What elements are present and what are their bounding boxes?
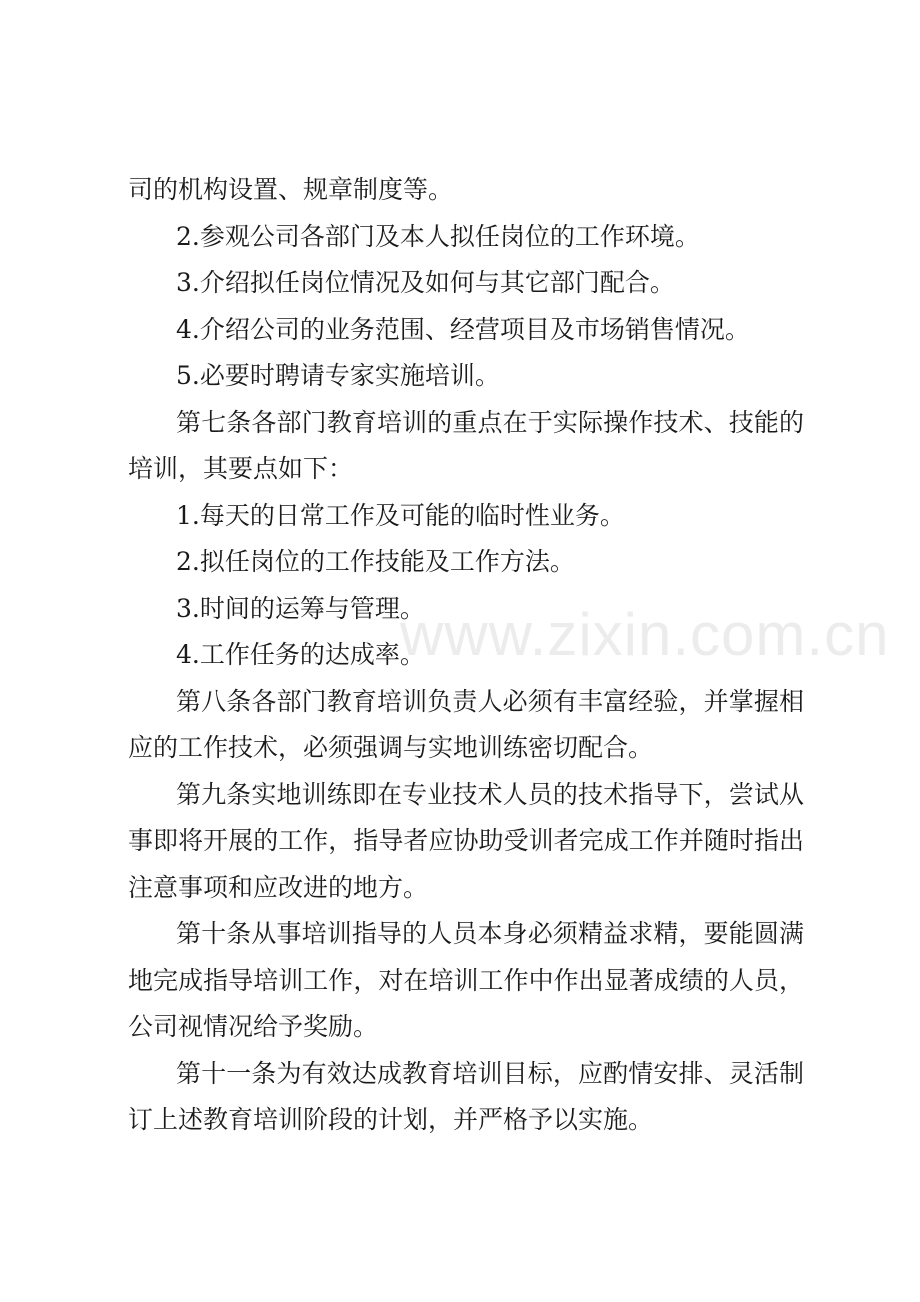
- paragraph-14: 第十一条为有效达成教育培训目标，应酌情安排、灵活制订上述教育培训阶段的计划，并严格予以实施。: [128, 1058, 804, 1134]
- paragraph-8: 2.拟任岗位的工作技能及工作方法。: [176, 547, 575, 576]
- paragraph-11: 第八条各部门教育培训负责人必须有丰富经验，并掌握相应的工作技术，必须强调与实地训练密切配合。: [128, 686, 804, 762]
- paragraph-4: 4.介绍公司的业务范围、经营项目及市场销售情况。: [176, 314, 750, 344]
- paragraph-6: 第七条各部门教育培训的重点在于实际操作技术、技能的培训，其要点如下：: [128, 407, 804, 483]
- paragraph-9: 3.时间的运筹与管理。: [176, 593, 425, 623]
- paragraph-7: 1.每天的日常工作及可能的临时性业务。: [176, 500, 625, 530]
- paragraph-12: 第九条实地训练即在专业技术人员的技术指导下，尝试从事即将开展的工作，指导者应协助受训者完成工作并随时指出注意事项和应改进的地方。: [128, 779, 804, 902]
- paragraph-3: 3.介绍拟任岗位情况及如何与其它部门配合。: [176, 268, 675, 297]
- paragraph-10: 4.工作任务的达成率。: [176, 640, 425, 669]
- paragraph-5: 5.必要时聘请专家实施培训。: [176, 361, 500, 390]
- watermark: www.zixin.com.cn: [400, 601, 890, 668]
- paragraph-1: 司的机构设置、规章制度等。: [128, 175, 454, 204]
- paragraph-2: 2.参观公司各部门及本人拟任岗位的工作环境。: [176, 221, 700, 251]
- paragraph-13: 第十条从事培训指导的人员本身必须精益求精，要能圆满地完成指导培训工作，对在培训工作中作出显著成绩的人员，公司视情况给予奖励。: [128, 919, 804, 1041]
- document-body: [128, 167, 804, 1144]
